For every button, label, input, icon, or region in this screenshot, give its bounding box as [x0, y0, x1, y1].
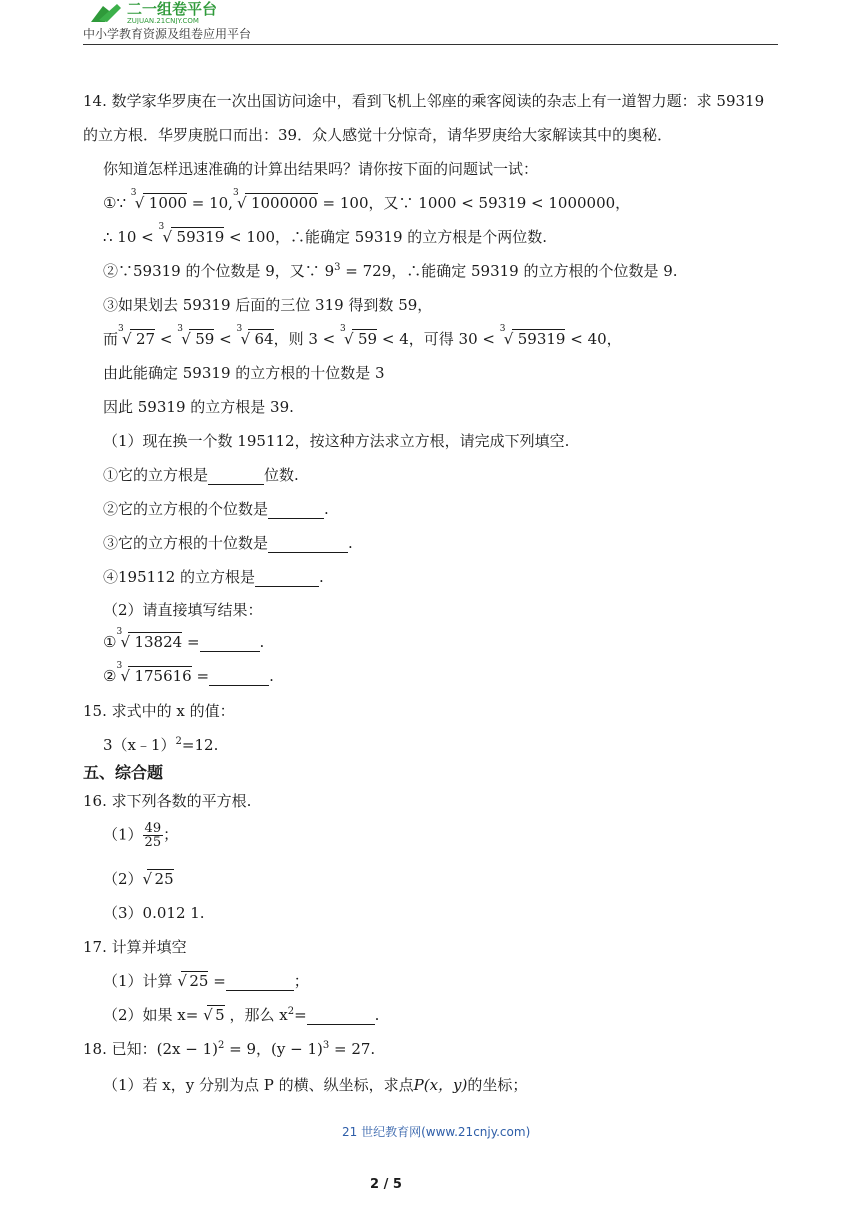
cube-root-59-b: 3 √ 59 [340, 324, 378, 348]
q14-part2-a [103, 627, 265, 652]
step3-text: ②∵59319 的个位数是 9，又∵ 9 [103, 262, 335, 280]
step1-eq1: = 10, [191, 194, 233, 212]
q14-part2: （2）请直接填写结果： [103, 601, 263, 619]
sqrt-5: √ 5 [203, 1006, 225, 1024]
equals-sign: = [186, 633, 200, 651]
q18-number: 18. [83, 1040, 107, 1058]
equals-sign: = [213, 972, 226, 990]
answer-blank[interactable] [307, 1006, 375, 1025]
q18-exponent-1: 2 [218, 1040, 225, 1051]
step2-pre: ∴ 10 < [103, 228, 154, 246]
q14-line1 [83, 90, 764, 111]
q16-number: 16. [83, 792, 107, 810]
equals-sign: = [196, 667, 210, 685]
q17-number: 17. [83, 938, 107, 956]
cube-root-64: 3 √ 64 [236, 324, 274, 348]
q16-item2 [103, 868, 174, 889]
q15-number: 15. [83, 702, 107, 720]
section-heading: 五、综合题 [83, 763, 164, 782]
q17-item2 [103, 1004, 379, 1025]
page-number: 2 / 5 [370, 1177, 402, 1192]
because-symbol: ∵ [116, 194, 126, 212]
q14-line3: 你知道怎样迅速准确的计算出结果吗？请你按下面的问题试一试： [103, 160, 539, 178]
answer-blank[interactable] [209, 667, 269, 686]
q18-item1-post: 的坐标； [467, 1076, 528, 1094]
q14-step6: 由此能确定 59319 的立方根的十位数是 3 [103, 364, 385, 382]
p2a-mark: ① [103, 633, 117, 651]
p2a-post: . [259, 633, 265, 651]
q14-step5 [103, 324, 622, 349]
p1d-text: ④195112 的立方根是 [103, 568, 256, 586]
q17-exponent: 2 [287, 1006, 295, 1017]
q14-part2-b [103, 661, 274, 686]
step3-post: = 729，∴能确定 59319 的立方根的个位数是 9. [340, 262, 678, 280]
q14-step4: ③如果划去 59319 后面的三位 319 得到数 59， [103, 296, 433, 314]
site-logo [83, 0, 283, 24]
q17-item1-post: ； [293, 972, 309, 990]
equals-sign: = [294, 1006, 307, 1024]
cube-root-175616: 3 √ 175616 [116, 661, 192, 685]
q17-item1 [103, 970, 309, 991]
cube-root-27: 3 √ 27 [118, 324, 156, 348]
answer-blank[interactable] [255, 568, 319, 587]
step5-end: < 40， [570, 330, 622, 348]
q18-mid: = 9，(y − 1) [224, 1040, 323, 1058]
fraction-49-25: $\frac{49}{25}$ [144, 821, 162, 850]
q15-text: 求式中的 x 的值： [111, 702, 235, 720]
p2b-mark: ② [103, 667, 117, 685]
cube-root-1000000: 3 √ 1000000 [232, 188, 318, 212]
q14-part1: （1）现在换一个数 195112，按这种方法求立方根，请完成下列填空. [103, 432, 570, 450]
q14-part1-a [103, 464, 299, 485]
answer-blank[interactable] [208, 466, 264, 485]
q14-line2: 的立方根．华罗庚脱口而出：39．众人感觉十分惊奇，请华罗庚给大家解读其中的奥秘． [83, 126, 673, 144]
cube-root-1000: 3 √ 1000 [130, 188, 187, 212]
answer-blank[interactable] [268, 500, 324, 519]
sqrt-25: √ 25 [177, 972, 209, 990]
p2b-post: . [269, 667, 274, 685]
q14-text1: 数学家华罗庚在一次出国访问途中，看到飞机上邻座的乘客阅读的杂志上有一道智力题：求 59319 [111, 92, 765, 110]
q15-eq-post: =12. [181, 736, 219, 754]
p1c-post: . [348, 534, 353, 552]
q16-text: 求下列各数的平方根. [111, 792, 252, 810]
step5-pre: 而 [103, 330, 119, 348]
q18-item1 [103, 1074, 527, 1095]
p1b-text: ②它的立方根的个位数是 [103, 500, 269, 518]
q16-item2-label: （2） [103, 870, 143, 888]
q14-number: 14. [83, 92, 107, 110]
answer-blank[interactable] [200, 633, 260, 652]
cube-root-59319: 3 √ 59319 [158, 222, 225, 246]
q14-step3 [103, 260, 678, 281]
sqrt-25: √ 25 [142, 870, 174, 888]
q17-item1-text: （1）计算 [103, 972, 173, 990]
q17-text: 计算并填空 [111, 938, 187, 956]
p1c-text: ③它的立方根的十位数是 [103, 534, 269, 552]
cube-root-59: 3 √ 59 [177, 324, 215, 348]
q18-exponent-2: 3 [322, 1040, 330, 1051]
footer-link[interactable]: 21 世纪教育网(www.21cnjy.com) [342, 1125, 531, 1139]
logo-main-text: 二一组卷平台 [127, 0, 218, 18]
q16-item3: （3）0.012 1. [103, 904, 205, 922]
logo-sub-text: ZUJUAN.21CNJY.COM [127, 17, 199, 24]
q17-line [83, 936, 187, 957]
q14-step1 [103, 188, 631, 213]
q16-item1-label: （1） [103, 825, 143, 844]
step5-mid2: < 4，可得 30 < [381, 330, 495, 348]
lt-sign: < [159, 330, 173, 348]
q15-eq-pre: 3（x﹣1） [103, 736, 176, 754]
p1a-text: ①它的立方根是 [103, 466, 209, 484]
answer-blank[interactable] [226, 972, 294, 991]
q15-exponent: 2 [175, 736, 182, 747]
q18-item1-text: （1）若 x，y 分别为点 P 的横、纵坐标，求点 [103, 1076, 414, 1094]
step3-exponent: 3 [334, 262, 341, 273]
p1d-post: . [319, 568, 324, 586]
q16-line [83, 790, 251, 811]
lt-sign: < [219, 330, 232, 348]
page-header [83, 0, 778, 45]
q18-text: 已知：(2x − 1) [111, 1040, 218, 1058]
cube-root-59319-b: 3 √ 59319 [499, 324, 566, 348]
cube-root-13824: 3 √ 13824 [116, 627, 183, 651]
q18-end: = 27. [329, 1040, 376, 1058]
q14-part1-c [103, 532, 353, 553]
q14-part1-d [103, 566, 324, 587]
p1b-post: . [324, 500, 329, 518]
p1a-post: 位数. [264, 466, 299, 484]
q18-line [83, 1038, 375, 1059]
q15-line [83, 700, 235, 721]
q17-item2-text: （2）如果 x= [103, 1006, 199, 1024]
q14-step2 [103, 222, 548, 247]
q15-equation [103, 734, 218, 755]
point-p: P(x，y) [413, 1076, 468, 1094]
q14-step7: 因此 59319 的立方根是 39. [103, 398, 294, 416]
answer-blank[interactable] [268, 534, 348, 553]
q17-item2-post: . [374, 1006, 380, 1024]
q16-item1 [103, 822, 178, 849]
step1-mark: ① [103, 194, 117, 212]
step2-post: < 100，∴能确定 59319 的立方根是个两位数. [229, 228, 548, 246]
header-subtitle: 中小学教育资源及组卷应用平台 [83, 27, 252, 41]
q14-part1-b [103, 498, 329, 519]
q17-item2-mid: ，那么 x [229, 1006, 288, 1024]
step1-eq2: = 100，又∵ 1000 < 59319 < 1000000， [322, 194, 631, 212]
step5-mid: ，则 3 < [273, 330, 336, 348]
q16-item1-post: ； [163, 825, 179, 844]
